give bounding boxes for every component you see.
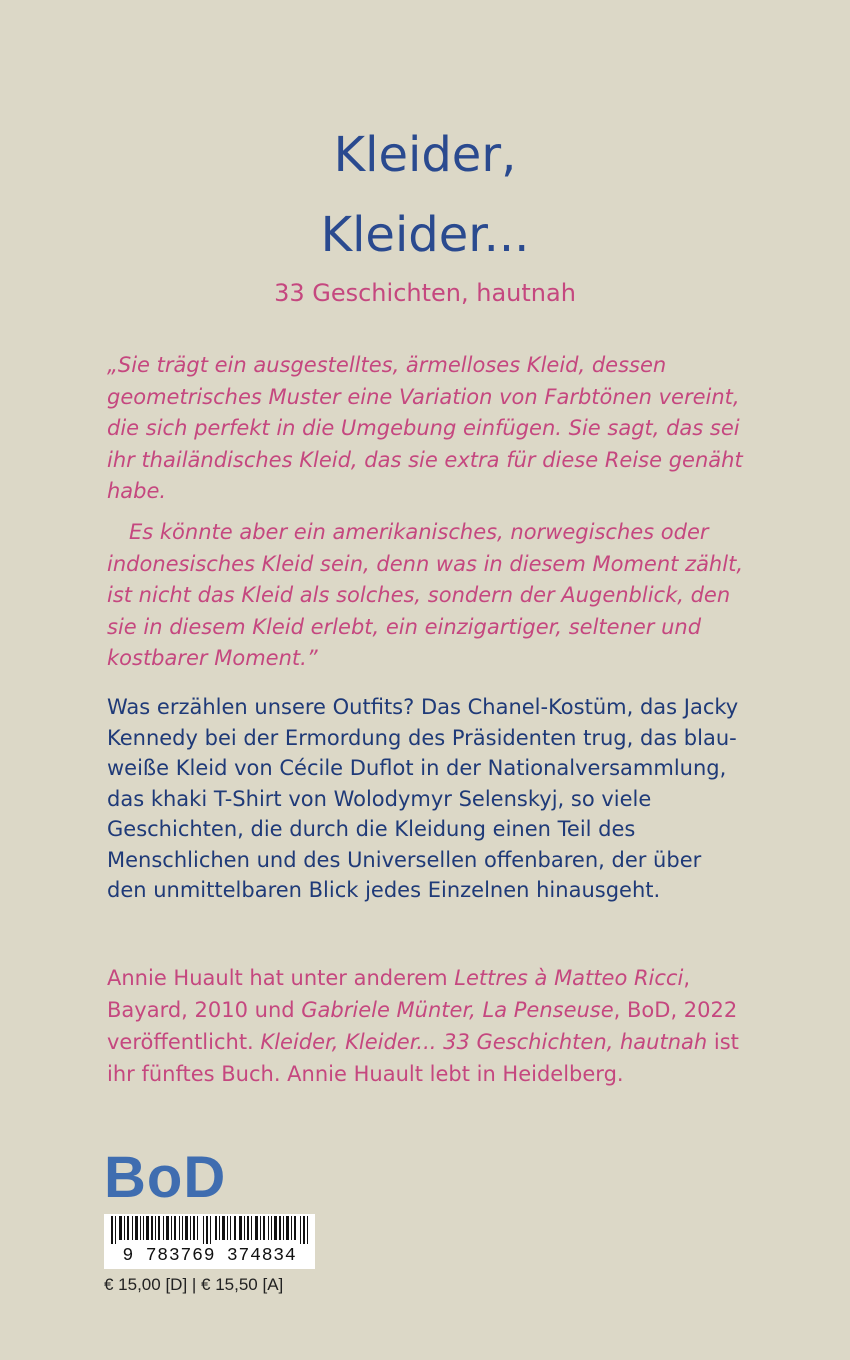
bio-part-3: , BoD, 2022 veröffentlicht. [107,998,738,1054]
bio-part-2: , Bayard, 2010 und [107,966,691,1022]
bio-book-title-2: Gabriele Münter, La Penseuse [301,998,614,1022]
quote-paragraph-2: Es könnte aber ein amerikanisches, norwegisches oder indonesisches Kleid sein, denn was in diesem Moment zählt, ist nicht das Kleid als solches, sondern der Augenblick, den sie in diesem Kleid erlebt, ein einzigartiger, seltener und kostbarer Moment.” [107,520,743,670]
bio-part-4: ist ihr fünftes Buch. Annie Huault lebt in Heidelberg. [107,1030,739,1086]
bio-book-title-3: Kleider, Kleider... 33 Geschichten, hautnah [260,1030,708,1054]
publisher-logo: BoD [104,1145,227,1210]
subtitle: 33 Geschichten, hautnah [274,279,576,307]
barcode-bars-icon [111,1216,308,1244]
isbn-barcode [104,1214,315,1269]
price-label: € 15,00 [D] | € 15,50 [A] [104,1275,284,1294]
author-bio [107,962,743,1090]
isbn-number: 9 783769 374834 [122,1246,297,1266]
bio-part-1: Annie Huault hat unter anderem [107,966,455,990]
title-line-1: Kleider, [333,127,517,183]
quote-paragraph-1: „Sie trägt ein ausgestelltes, ärmelloses Kleid, dessen geometrisches Muster eine Variation von Farbtönen vereint, die sich perfekt in die Umgebung einfügen. Sie sagt, das sei ihr thailändisches Kleid, das sie extra für diese Reise genäht habe. [107,353,743,503]
bio-book-title-1: Lettres à Matteo Ricci [454,966,684,990]
title-line-2: Kleider... [320,207,530,263]
blurb-text: Was erzählen unsere Outfits? Das Chanel-Kostüm, das Jacky Kennedy bei der Ermordung des Präsidenten trug, das blau-weiße Kleid von Cécile Duflot in der Nationalversammlung, das khaki T-Shirt von Wolodymyr Selenskyj, so viele Geschichten, die durch die Kleidung einen Teil des Menschlichen und des Universellen offenbaren, der über den unmittelbaren Blick jedes Einzelnen hinausgeht. [107,695,739,902]
